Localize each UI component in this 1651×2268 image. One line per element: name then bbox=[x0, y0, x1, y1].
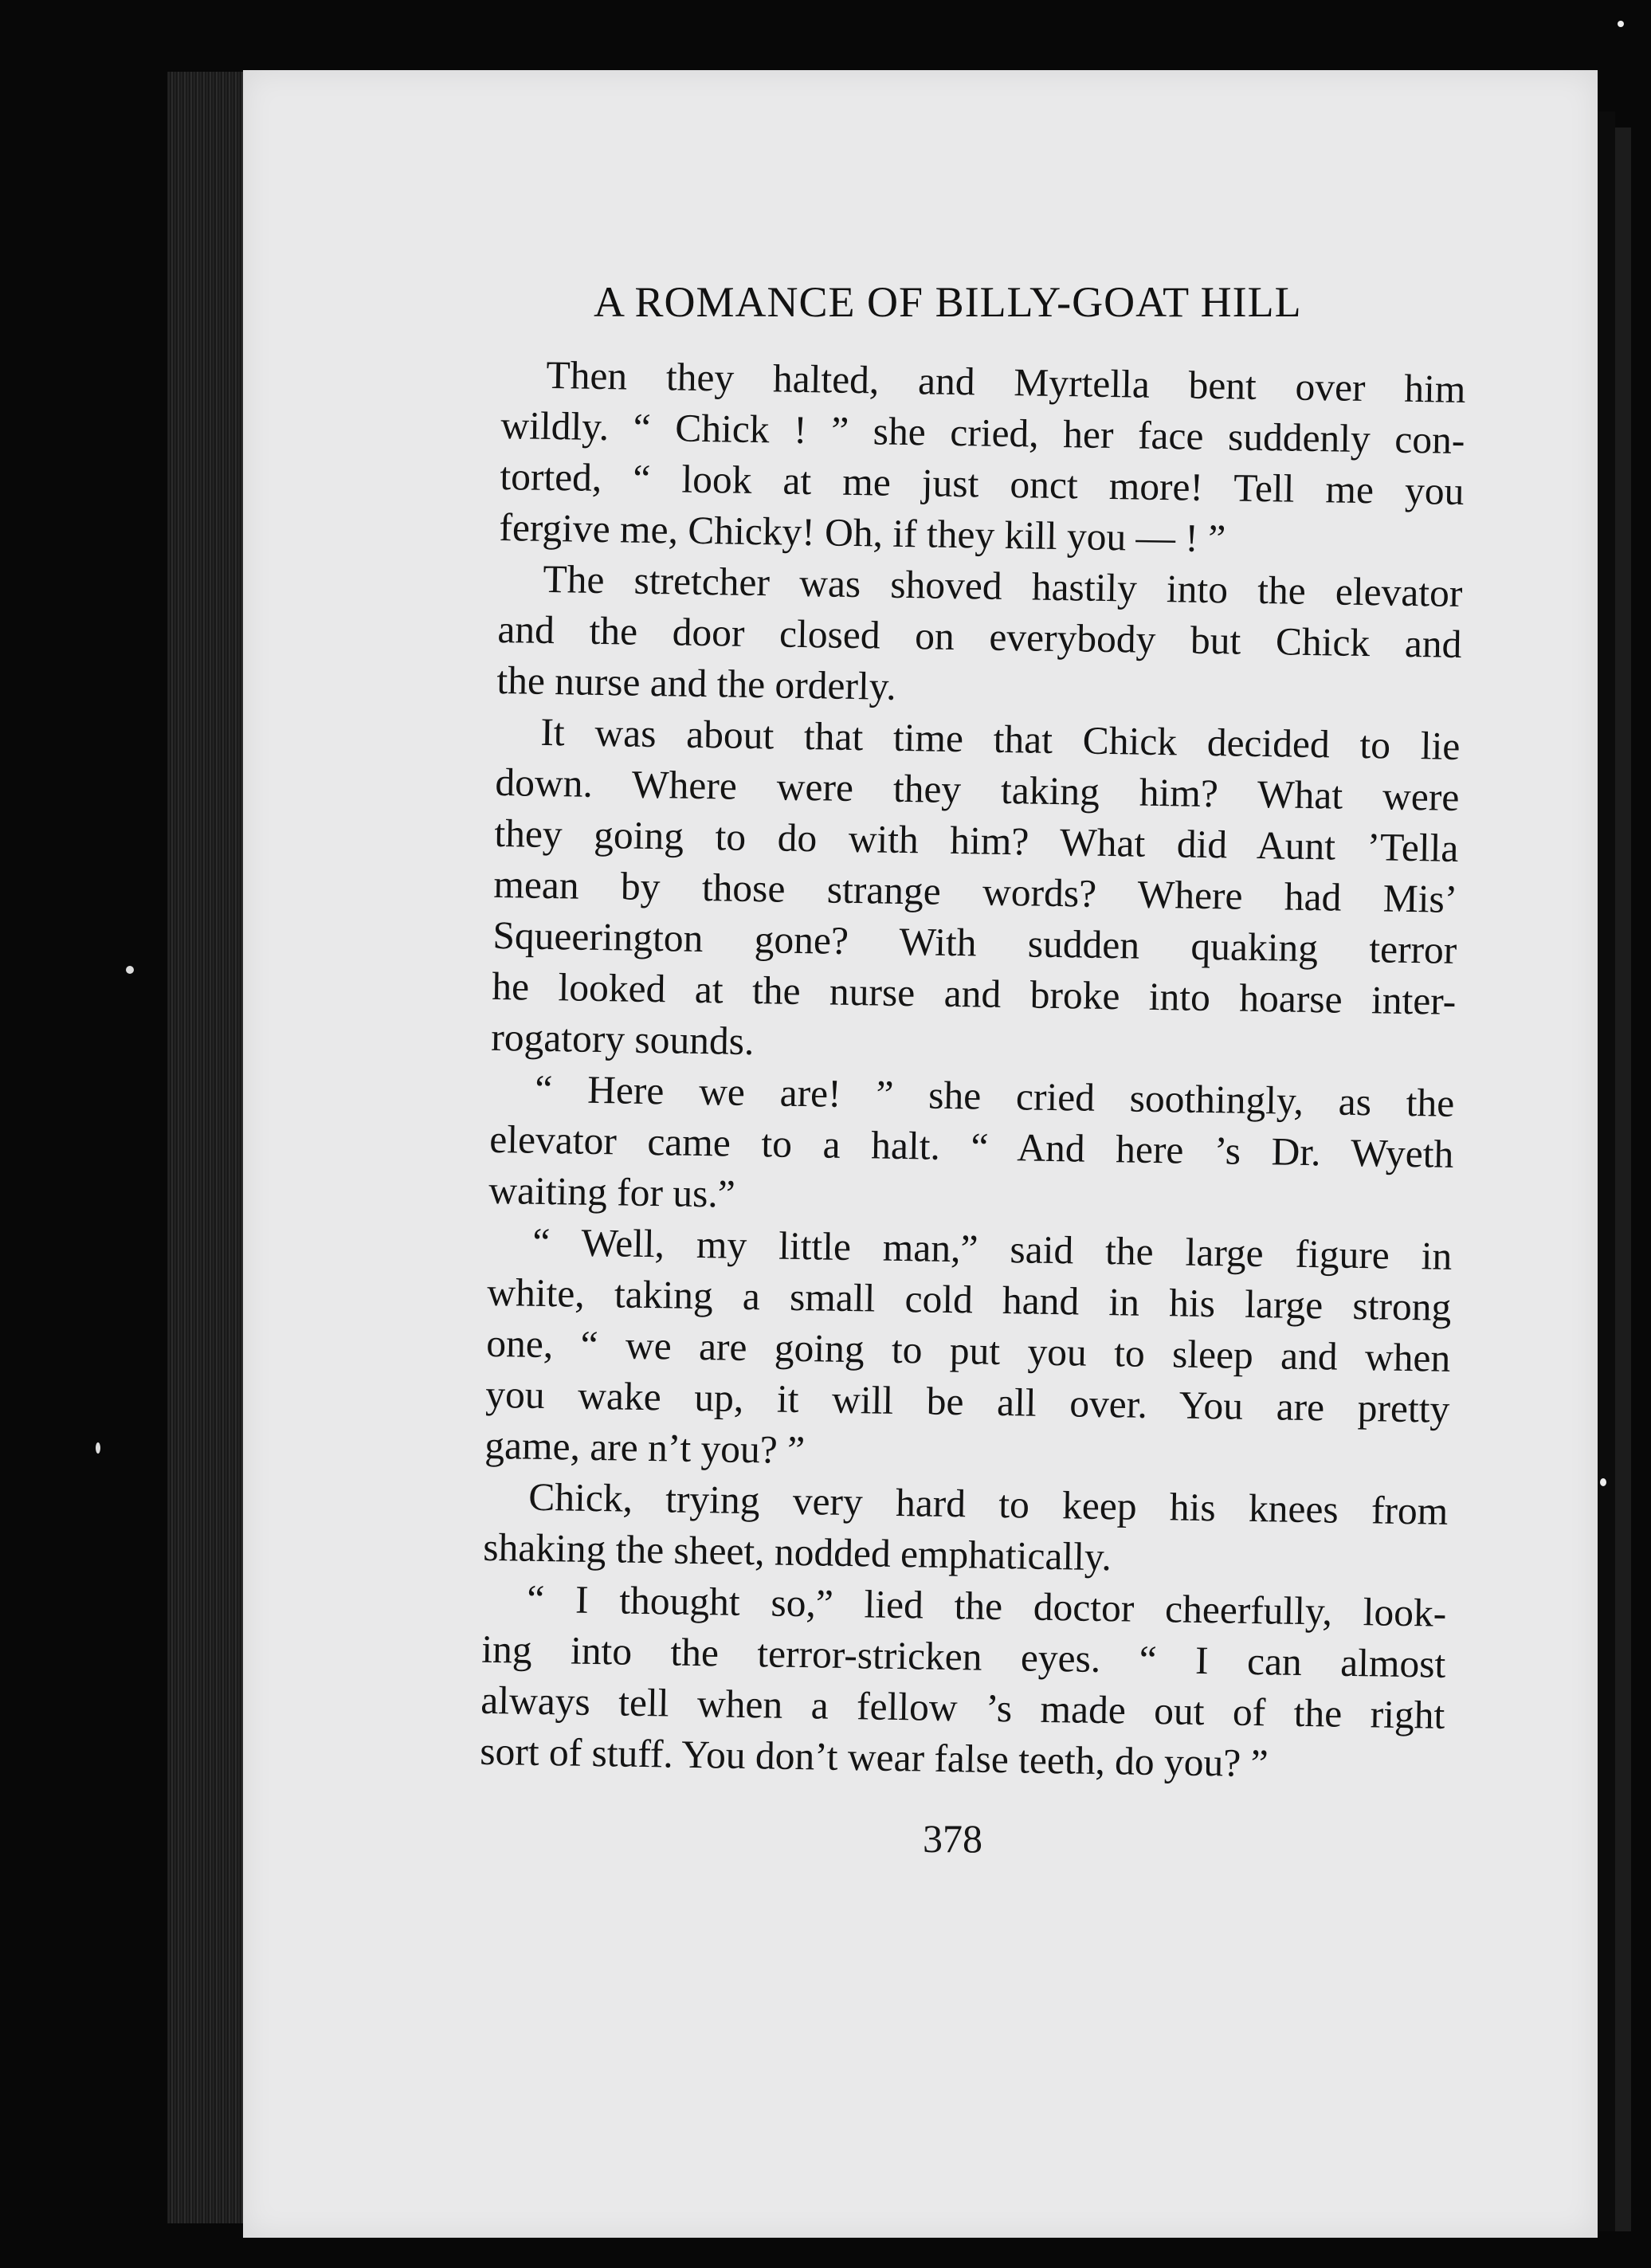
text-line: elevator came to a halt. “ And here ’s Dr. Wyeth bbox=[488, 1116, 1454, 1176]
paragraph bbox=[499, 349, 1466, 568]
text-line: mean by those strange words? Where had Mis’ bbox=[493, 861, 1458, 921]
body-text bbox=[480, 349, 1466, 1792]
scan-speck bbox=[126, 966, 134, 974]
scan-speck bbox=[96, 1442, 100, 1454]
scan-speck bbox=[1600, 1478, 1606, 1486]
running-head: A ROMANCE OF BILLY-GOAT HILL bbox=[594, 278, 1302, 326]
text-line: Then they halted, and Myrtella bent over him bbox=[546, 352, 1466, 411]
paragraph bbox=[496, 553, 1463, 721]
text-line: The stretcher was shoved hastily into the elevator bbox=[543, 556, 1463, 615]
text-line: white, taking a small cold hand in his large strong bbox=[486, 1269, 1452, 1329]
text-line: he looked at the nurse and broke into hoarse inter- bbox=[492, 963, 1457, 1023]
text-line: torted, “ look at me just onct more! Tell me you bbox=[500, 453, 1465, 513]
text-line: game, are n’t you? ” bbox=[484, 1422, 806, 1473]
text-line: you wake up, it will be all over. You are pretty bbox=[484, 1371, 1450, 1431]
text-line: It was about that time that Chick decided to lie bbox=[540, 709, 1461, 768]
paragraph bbox=[491, 706, 1461, 1078]
text-line: wildly. “ Chick ! ” she cried, her face suddenly con- bbox=[500, 402, 1465, 462]
page-number: 378 bbox=[923, 1816, 982, 1861]
page-gutter-shadow bbox=[1598, 112, 1615, 2231]
text-line: rogatory sounds. bbox=[491, 1014, 755, 1064]
text-line: shaking the sheet, nodded emphatically. bbox=[482, 1524, 1112, 1579]
text-line: Squeerington gone? With sudden quaking terror bbox=[492, 912, 1457, 972]
text-line: “ Well, my little man,” said the large figure in bbox=[531, 1219, 1453, 1278]
text-line: the nurse and the orderly. bbox=[496, 657, 897, 708]
text-line: and the door closed on everybody but Chick and bbox=[497, 606, 1462, 666]
text-line: they going to do with him? What did Aunt ’Tella bbox=[494, 810, 1459, 870]
scan-speck bbox=[1618, 21, 1624, 27]
facing-page-edge bbox=[1615, 128, 1631, 2231]
text-line: always tell when a fellow ’s made out of the right bbox=[480, 1677, 1445, 1737]
text-line: down. Where were they taking him? What were bbox=[495, 759, 1460, 819]
text-line: ing into the terror-stricken eyes. “ I can almost bbox=[480, 1626, 1446, 1686]
text-line: sort of stuff. You don’t wear false teeth, do you? ” bbox=[479, 1728, 1269, 1786]
text-line: one, “ we are going to put you to sleep and when bbox=[485, 1320, 1451, 1380]
text-line: fergive me, Chicky! Oh, if they kill you — ! ” bbox=[499, 504, 1226, 561]
text-line: waiting for us.” bbox=[488, 1167, 736, 1216]
book-page-edges bbox=[167, 72, 247, 2223]
text-line: Chick, trying very hard to keep his knees from bbox=[527, 1474, 1449, 1533]
paragraph bbox=[480, 1573, 1447, 1792]
paragraph bbox=[488, 1063, 1455, 1231]
text-line: “ I thought so,” lied the doctor cheerfully, look- bbox=[526, 1576, 1447, 1635]
text-line: “ Here we are! ” she cried soothingly, as the bbox=[534, 1066, 1455, 1125]
paragraph bbox=[483, 1471, 1449, 1588]
paragraph bbox=[484, 1216, 1453, 1486]
